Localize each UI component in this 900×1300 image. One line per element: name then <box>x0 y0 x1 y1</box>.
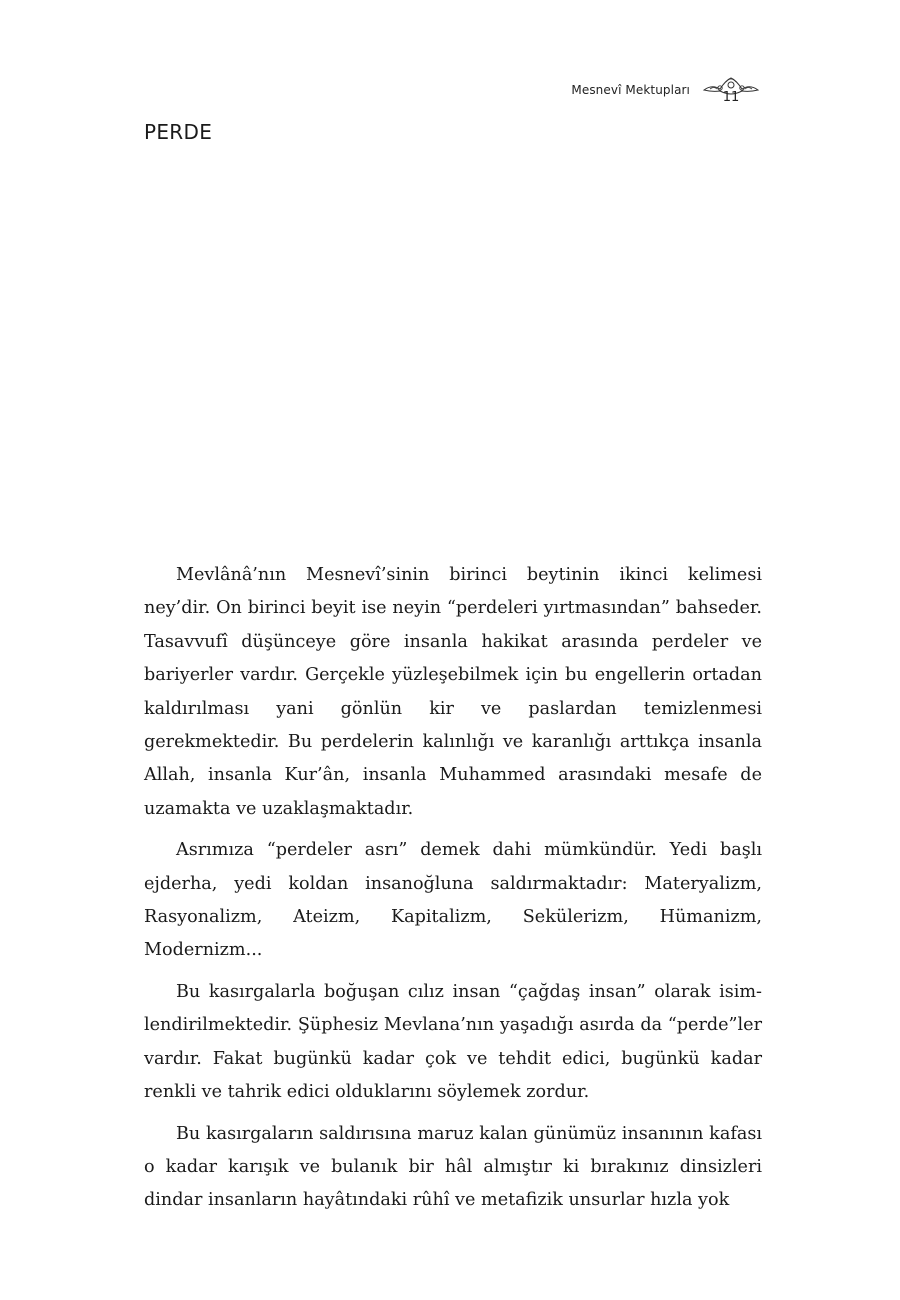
paragraph-4: Bu kasırgaların saldırısına maruz kalan günümüz insanının kafası o kadar karışık ve bulanık bir hâl almıştır ki bırakınız dinsizleri dindar insanların hayâtındaki rûhî ve metafizik unsurlar hızla yok <box>144 1123 762 1211</box>
running-title: Mesnevî Mektupları <box>571 83 690 97</box>
paragraph-3: Bu kasırgalarla boğuşan cılız insan “çağdaş insan” olarak isimlendirilmektedir. Şüphesiz Mevlana’nın yaşadığı asırda da “perde”ler vardır. Fakat bugünkü kadar çok ve tehdit edici, bugünkü kadar renkli ve tahrik edici olduklarını söylemek zordur. <box>144 981 762 1103</box>
paragraph-1: Mevlânâ’nın Mesnevî’sinin birinci beytinin ikinci kelimesi ney’dir. On birinci beyit ise neyin “perdeleri yırtmasından” bahseder. Tasavvufî düşünceye göre insanla hakikat arasında perdeler ve bariyerler vardır. Gerçekle yüzleşebilmek için bu engellerin ortadan kaldırılması yani gönlün kir ve paslardan temizlenmesi gerekmektedir. Bu perdelerin kalınlığı ve karanlığı arttıkça insanla Allah, insanla Kur’ân, insanla Muhammed arasındaki mesafe de uzamakta ve uzaklaşmaktadır. <box>144 565 762 819</box>
chapter-title: PERDE <box>144 120 213 144</box>
page-number-badge <box>702 76 760 105</box>
body-text <box>144 559 762 1226</box>
paragraph-2: Asrımıza “perdeler asrı” demek dahi mümkündür. Yedi başlı ejderha, yedi koldan insanoğluna saldırmaktadır: Materyalizm, Rasyonalizm, Ateizm, Kapitalizm, Sekülerizm, Hümanizm, Modernizm... <box>144 840 762 961</box>
running-header <box>571 76 760 105</box>
page-number: 11 <box>722 90 740 105</box>
